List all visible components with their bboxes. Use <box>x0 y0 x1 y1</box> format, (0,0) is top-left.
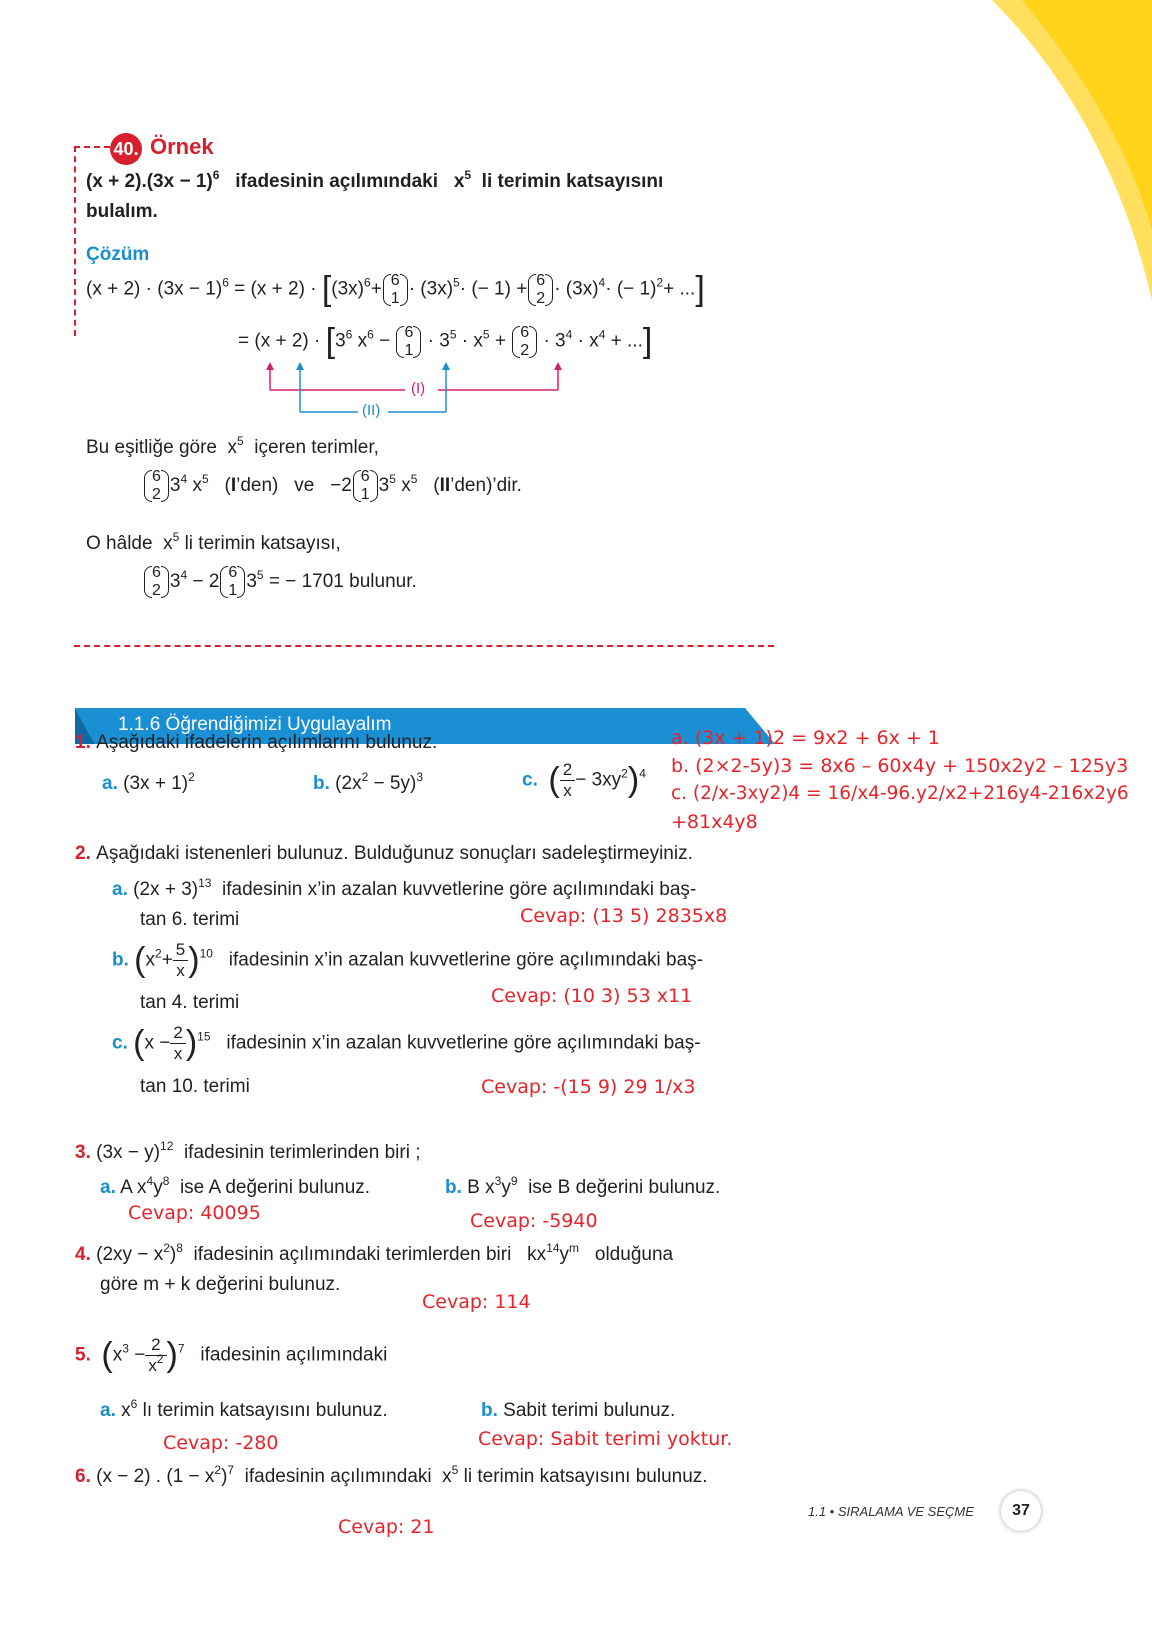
solution-label: Çözüm <box>86 244 150 265</box>
binomial-6-1: 6 1 <box>382 272 409 308</box>
q2-a-line2: tan 6. terimi <box>140 909 240 930</box>
coef-text: O hâlde $x^5$ li terimin katsayısı, <box>86 530 341 554</box>
terms-text: Bu eşitliğe göre $x^5$ içeren terimler, <box>86 434 379 458</box>
q3-answer-b: Cevap: -5940 <box>470 1210 598 1232</box>
example-number-badge: 40. <box>110 133 142 165</box>
q1-b: b. $(2x^2 - 5y)^3$ <box>313 770 424 794</box>
q2-b-line2: tan 4. terimi <box>140 992 240 1013</box>
q1-answer-a: a. (3x + 1)2 = 9x2 + 6x + 1 <box>671 727 940 749</box>
q5-answer-a: Cevap: -280 <box>163 1432 279 1454</box>
q2-c: c. (x − $\frac{2}{x}$ )$^{15}$ ifadesinin x’in azalan kuvvetlerine göre açılımındaki baş- <box>112 1023 701 1063</box>
q3-answer-a: Cevap: 40095 <box>128 1202 261 1224</box>
q5: 5. ($x^3$ − $\frac{2}{x^2}$ )$^7$ ifadesinin açılımındaki <box>75 1335 388 1375</box>
q2-c-line2: tan 10. terimi <box>140 1076 250 1097</box>
q2-answer-b: Cevap: (10 3) 53 x11 <box>491 985 693 1007</box>
q1-a: a. $(3x + 1)^2$ <box>102 770 195 794</box>
q3-a: a. A $x^4y^8$ ise A değerini bulunuz. <box>100 1174 371 1198</box>
section-title: 1.1.6 Öğrendiğimizi Uygulayalım <box>118 714 392 735</box>
q2-answer-a: Cevap: (13 5) 2835x8 <box>520 905 728 927</box>
q4-line2: göre m + k değerini bulunuz. <box>100 1274 341 1295</box>
q6: 6. (x − 2) . $(1 - x^2)^7$ ifadesinin açılımındaki $x^5$ li terimin katsayısını bulunuz. <box>75 1463 708 1487</box>
solution-line-1: $(x + 2) \cdot (3x - 1)^6 = (x + 2) \cdot [(3x)^6+ 6$ $1 \cdot (3x)^5\cdot$ (− 1) + 6 $2 \cdot (3x)^4\cdot$ (− 1)$^2$+ ...] <box>86 270 705 308</box>
q1-answer-c2: +81x4y8 <box>671 811 758 833</box>
example-frame-left <box>74 146 76 336</box>
solution-line-2: = $(x + 2) \cdot [3^6$ $x^6 - 6$ $1 \cdot 3^5 \cdot x^5 + 6$ $2 \cdot 3^4 \cdot x^4$ + ...] <box>238 322 653 360</box>
example-title: Örnek <box>150 134 214 159</box>
q2-answer-c: Cevap: -(15 9) 29 1/x3 <box>481 1076 696 1098</box>
q2: 2. Aşağıdaki istenenleri bulunuz. Bulduğunuz sonuçları sadeleştirmeyiniz. <box>75 843 693 864</box>
q5-b: b. Sabit terimi bulunuz. <box>481 1400 676 1421</box>
q1-c: c. ( $\frac{2}{x}$ − $3xy^2)^4$ <box>522 760 646 800</box>
q5-a: a. $x^6$ lı terimin katsayısını bulunuz. <box>100 1397 388 1421</box>
q5-answer-b: Cevap: Sabit terimi yoktur. <box>478 1428 733 1450</box>
footer-chapter: 1.1 • SIRALAMA VE SEÇME <box>808 1504 974 1519</box>
question-expr: (x + 2).(3x − 1) <box>86 171 213 192</box>
q4: 4. $(2xy - x^2)^8$ ifadesinin açılımındaki terimlerden biri $kx^{14}y^m$ olduğuna <box>75 1241 674 1265</box>
q2-a: a. $(2x + 3)^{13}$ ifadesinin x’in azalan kuvvetlerine göre açılımındaki baş- <box>112 876 697 900</box>
example-frame-top <box>74 146 110 148</box>
q4-answer: Cevap: 114 <box>422 1291 531 1313</box>
question-text-3: bulalım. <box>86 201 158 222</box>
q1-answer-b: b. (2×2-5y)3 = 8x6 – 60x4y + 150x2y2 – 125y3 <box>671 755 1129 777</box>
label-I: (I) <box>411 380 426 397</box>
q3-b: b. B $x^3y^9$ ise B değerini bulunuz. <box>445 1174 721 1198</box>
label-II: (II) <box>362 402 381 419</box>
question-text-1: ifadesinin açılımındaki <box>235 171 438 192</box>
corner-decoration <box>952 0 1152 300</box>
terms-line: 6 2 $3^4$ $x^5$ (I’den) ve −2 6 1 $3^5$ $x^5$ (II’den)’dir. <box>143 468 522 504</box>
q1-answer-c: c. (2/x-3xy2)4 = 16/x4-96.y2/x2+216y4-216x2y6 <box>671 783 1129 804</box>
page-number: 37 <box>1001 1491 1041 1531</box>
example-question: $(x + 2).(3x - 1)^6$ ifadesinin açılımındaki $x^5$ li terimin katsayısını <box>86 168 664 192</box>
q6-answer: Cevap: 21 <box>338 1516 435 1538</box>
q2-b: b. ($x^2+$ $\frac{5}{x}$ )$^{10}$ ifadesinin x’in azalan kuvvetlerine göre açılımındaki baş- <box>112 940 703 980</box>
result-line: 6 2 $3^4 - 2$ 6 1 $3^5$ = − 1701 bulunur. <box>143 564 417 600</box>
binomial-6-2: 6 2 <box>527 272 554 308</box>
example-frame-bottom <box>74 645 774 647</box>
q3: 3. $(3x - y)^{12}$ ifadesinin terimlerinden biri ; <box>75 1139 421 1163</box>
q1: 1. Aşağıdaki ifadelerin açılımlarını bulunuz. <box>75 732 438 753</box>
